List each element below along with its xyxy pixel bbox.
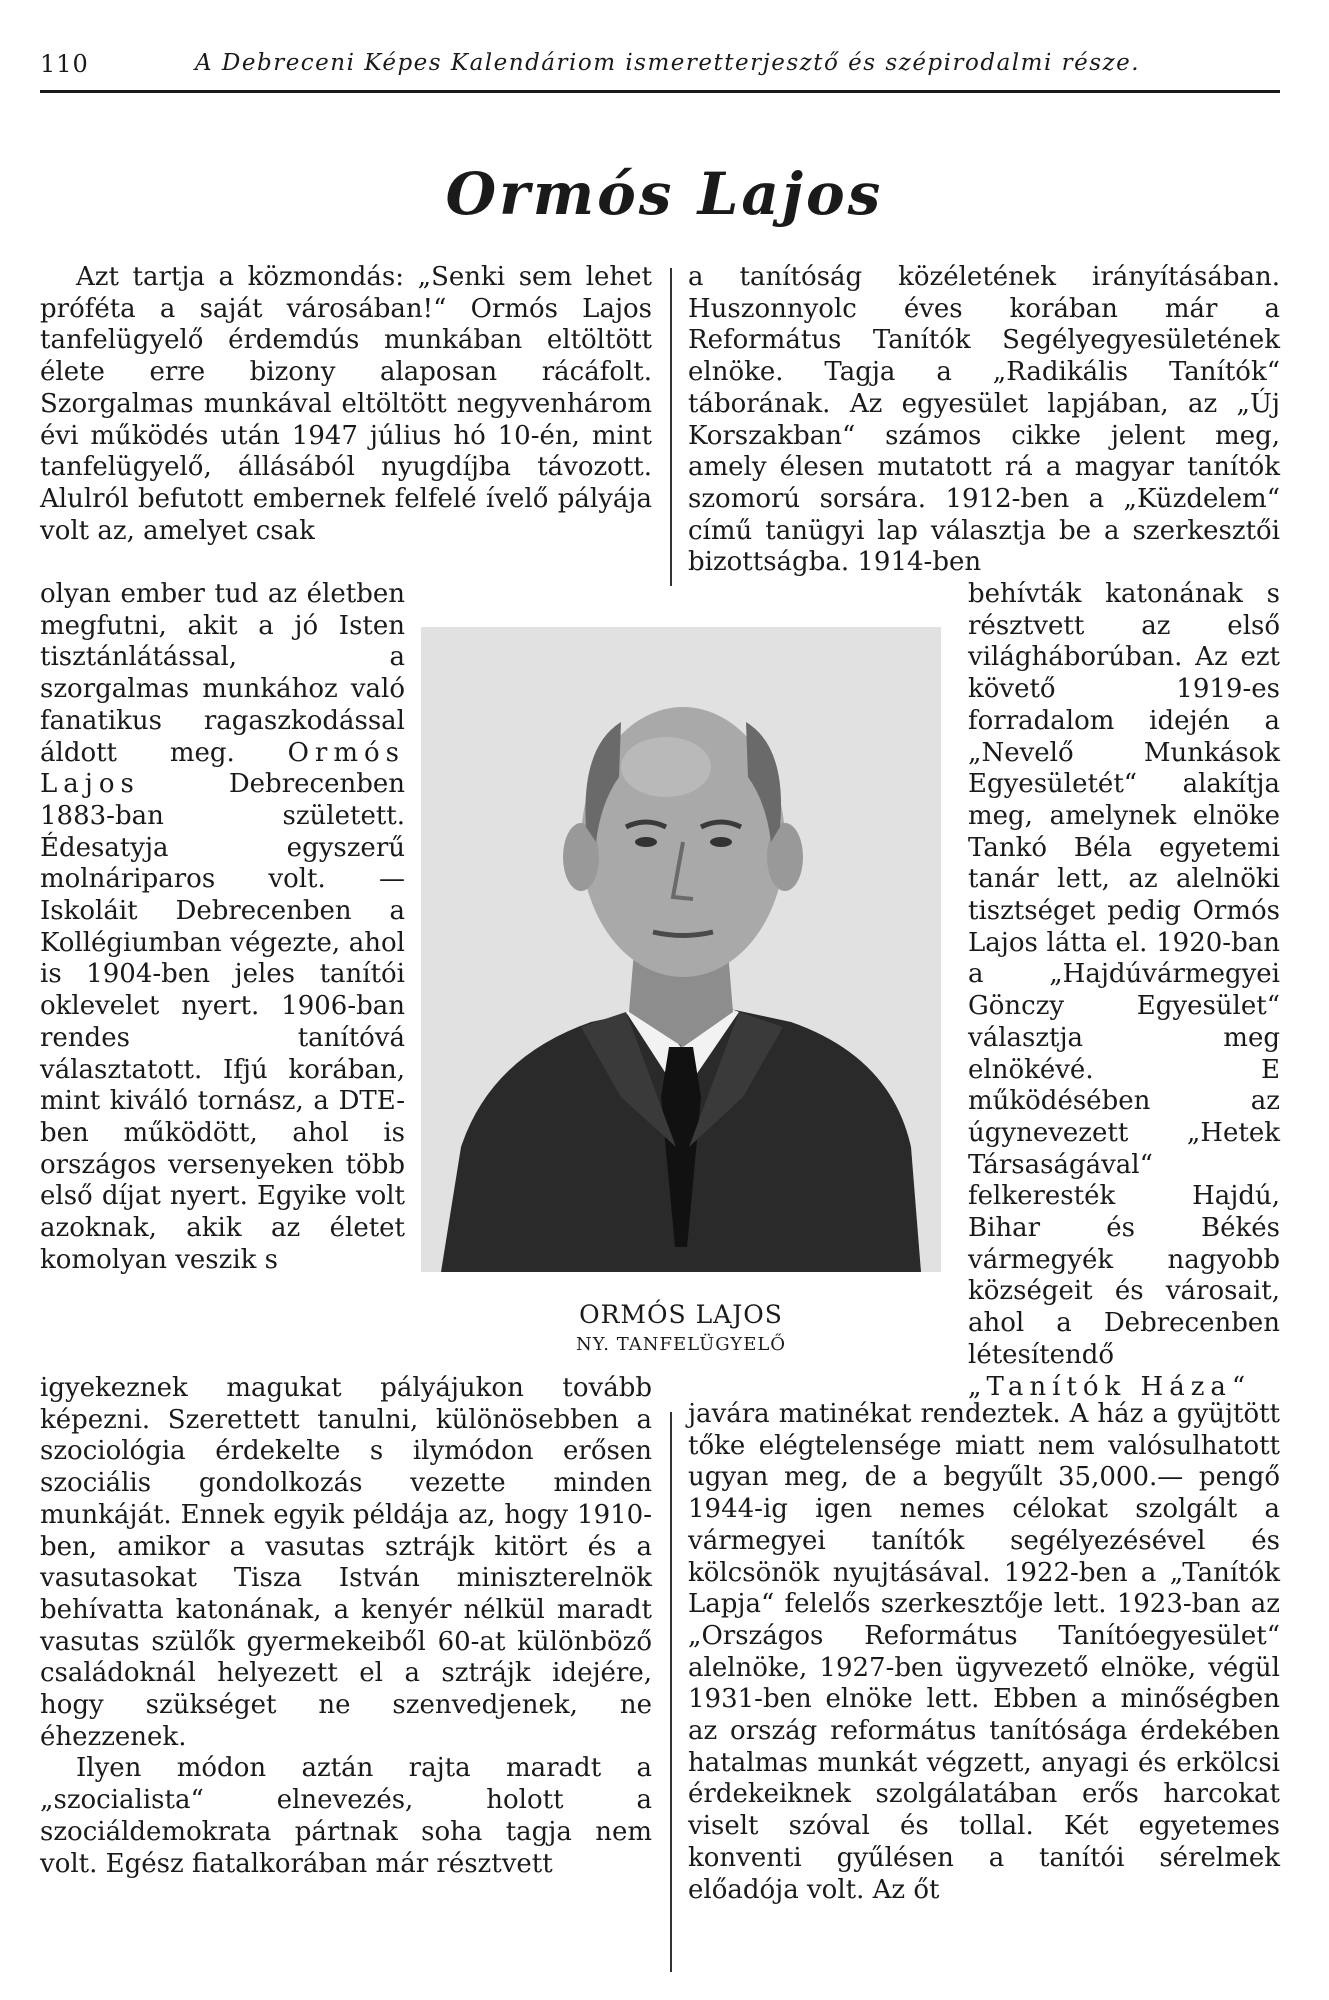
left-column-bottom (40, 1373, 652, 1880)
page-number: 110 (40, 50, 89, 78)
running-title: A Debreceni Képes Kalendáriom ismeretterjesztő és szépirodalmi része. (195, 50, 1141, 76)
spaced-name: „Tanítók Háza“ (968, 1371, 1252, 1402)
portrait-photo (421, 627, 941, 1272)
running-head (40, 44, 1280, 84)
right-column-top (688, 262, 1280, 579)
column-divider (670, 1412, 672, 1972)
paragraph: Azt tartja a közmondás: „Senki sem lehet próféta a saját városában!“ Ormós Lajos tanfelügyelő érdemdús munkában eltöltött élete erre bizony alaposan rácáfolt. Szorgalmas munkával eltöltött negyvenhárom évi működés után 1947 július hó 10-én, mint tanfelügyelő, állásából nyugdíjba távozott. Alulról befutott embernek felfelé ívelő pályája volt az, amelyet csak (40, 262, 652, 546)
paragraph: a tanítóság közéletének irányításában. Huszonnyolc éves korában már a Református Tanítók Segélyegyesületének elnöke. Tagja a „Radikális Tanítók“ táborának. Az egyesület lapjában, az „Új Korszakban“ számos cikke jelent meg, amely élesen mutatott rá a magyar tanítók szomorú sorsára. 1912-ben a „Küzdelem“ című tanügyi lap választja be a szerkesztői bizottságba. 1914-ben (688, 262, 1280, 578)
right-column-bottom (688, 1399, 1280, 1906)
spaced-name: Ormós Lajos (40, 737, 405, 800)
right-wrap-column (968, 579, 1280, 1403)
paragraph (40, 579, 405, 1276)
paragraph (968, 579, 1280, 1403)
article-title: Ormós Lajos (445, 160, 884, 228)
paragraph: javára matinékat rendeztek. A ház a gyüjtött tőke elégtelensége miatt nem valósulhatott ugyan meg, de a begyűlt 35,000.— pengő 1944-ig igen nemes célokat szolgált a vármegyei tanítók segélyezésével és kölcsönök nyujtásával. 1922-ben a „Tanítók Lapja“ felelős szerkesztője lett. 1923-ban az „Országos Református Tanítóegyesület“ alelnöke, 1927-ben ügyvezető elnöke, végül 1931-ben elnöke lett. Ebben a minőségben az ország református tanítósága érdekében hatalmas munkát végzett, anyagi és erkölcsi érdekeiknek szolgálatában erős harcokat viselt szóval és tollal. Két egyetemes konventi gyűlésen a tanítói sérelmek előadója volt. Az őt (688, 1399, 1280, 1905)
column-divider (670, 268, 672, 586)
left-wrap-column (40, 579, 405, 1276)
paragraph-text: Debrecenben 1883-ban született. Édesatyja egyszerű molnáriparos volt. — Iskoláit Debrecenben a Kollégiumban végezte, ahol is 1904-ben jeles tanítói oklevelet nyert. 1906-ban rendes tanítóvá választatott. Ifjú korában, mint kiváló tornász, a DTE-ben működött, ahol is országos versenyeken több első díjat nyert. Egyike volt azoknak, akik az életet komolyan veszik s (40, 769, 405, 1275)
paragraph-text: olyan ember tud az életben megfutni, akit a jó Isten tisztánlátással, a szorgalmas munkához való fanatikus ragaszkodással áldott meg. (40, 579, 405, 768)
paragraph: igyekeznek magukat pályájukon tovább képezni. Szerettett tanulni, különösebben a szociológia érdekelte s ilymódon erősen szociális gondolkozás vezette minden munkáját. Ennek egyik példája az, hogy 1910-ben, amikor a vasutas sztrájk kitört és a vasutasokat Tisza István miniszterelnök behívatta katonának, a kenyér nélkül maradt vasutas szülők gyermekeiből 60-at különböző családoknál helyezett el a sztrájk idejére, hogy szükséget ne szenvedjenek, ne éhezzenek. (40, 1373, 652, 1752)
photo-caption-name: ORMÓS LAJOS (579, 1300, 783, 1329)
paragraph-text: behívták katonának s résztvett az első világháborúban. Az ezt követő 1919-es forradalom idején a „Nevelő Munkások Egyesületét“ alakítja meg, amelynek elnöke Tankó Béla egyetemi tanár lett, az alelnöki tisztséget pedig Ormós Lajos látta el. 1920-ban a „Hajdúvármegyei Gönczy Egyesület“ választja meg elnökévé. E működésében az úgynevezett „Hetek Társaságával“ felkeresték Hajdú, Bihar és Békés vármegyék nagyobb községeit és városait, ahol a Debrecenben létesítendő (968, 579, 1280, 1370)
photo-caption-role: NY. TANFELÜGYELŐ (575, 1334, 787, 1355)
paragraph: Ilyen módon aztán rajta maradt a „szocialista“ elnevezés, holott a szociáldemokrata pártnak soha tagja nem volt. Egész fiatalkorában már résztvett (40, 1753, 652, 1879)
header-rule (40, 90, 1280, 93)
left-column-top (40, 262, 652, 547)
